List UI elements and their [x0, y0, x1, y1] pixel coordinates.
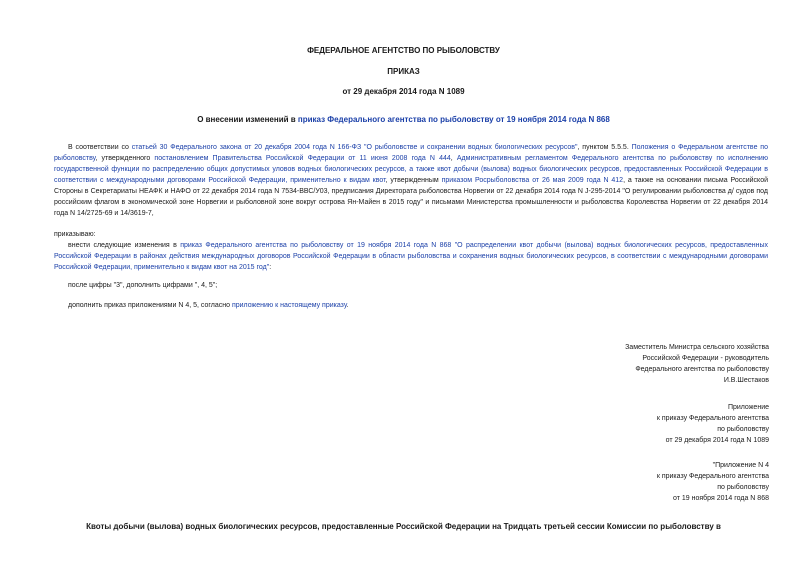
- law-link[interactable]: статьей 30 Федерального закона от 20 декабря 2004 года N 166-ФЗ "О рыболовстве и сохранении водных биологических ресурсов": [131, 144, 578, 151]
- regulation-link[interactable]: Положения о Федеральном агентстве по рыболовству: [54, 144, 768, 162]
- quota-table-title: Квоты добычи (вылова) водных биологических ресурсов, предоставленные Российской Федерации на Тридцать третьей сессии Комиссии по рыболовству в: [86, 522, 721, 531]
- preamble-text-3: , утвержденного: [95, 155, 155, 162]
- appendix-line-4: от 29 декабря 2014 года N 1089: [665, 437, 769, 444]
- order-item-2-end: .: [346, 302, 349, 309]
- appendix-line-3: по рыболовству: [717, 426, 769, 433]
- rosrybolovstvo-order-link[interactable]: приказом Росрыболовства от 26 мая 2009 года N 412: [441, 177, 624, 184]
- signature-line-4: И.В.Шестаков: [723, 377, 769, 384]
- preamble-text-5: , утвержденным: [385, 177, 442, 184]
- order-item-1: после цифры "3", дополнить цифрами ", 4, 5";: [68, 282, 218, 289]
- preamble-text-4: ,: [450, 155, 457, 162]
- order-text-1: внести следующие изменения в: [68, 242, 181, 249]
- agency-name: ФЕДЕРАЛЬНОЕ АГЕНТСТВО ПО РЫБОЛОВСТВУ: [307, 46, 500, 55]
- signature-line-1: Заместитель Министра сельского хозяйства: [625, 344, 769, 351]
- page-title: [0, 115, 807, 124]
- appendix-block: [657, 402, 769, 446]
- appendix-line-1: Приложение: [727, 404, 769, 411]
- order-paragraph: [54, 240, 768, 273]
- appendix4-line-4: от 19 ноября 2014 года N 868: [673, 495, 769, 502]
- title-link[interactable]: приказ Федерального агентства по рыболовству от 19 ноября 2014 года N 868: [297, 115, 610, 124]
- preamble-text-2: , пунктом 5.5.5.: [577, 144, 632, 151]
- appendix4-line-1: "Приложение N 4: [712, 462, 769, 469]
- appendix4-line-3: по рыболовству: [717, 484, 769, 491]
- order-868-link[interactable]: приказ Федерального агентства по рыболовству от 19 ноября 2014 года N 868 "О распределении квот добычи (вылова) водных биологических ресурсов, предоставленных Российской Федерации в районах действия международных договоров Российской Федерации в области рыболовства и сохранения водных биологических ресурсов, в соответствии с международными договорами Российской Федерации, применительно к видам квот на 2015 год": [54, 242, 768, 271]
- signature-line-3: Федерального агентства по рыболовству: [635, 366, 769, 373]
- decree-link[interactable]: постановлением Правительства Российской Федерации от 11 июня 2008 года N 444: [154, 155, 451, 162]
- admin-regulation-link[interactable]: Административным регламентом Федерального агентства по рыболовству по исполнению государственной функции по распределению общих допустимых уловов водных биологических ресурсов, а также квот добычи (вылова) водных биологических ресурсов, предоставленных Российской Федерации в соответствии с международными договорами Российской Федерации, применительно к видам квот: [54, 155, 768, 184]
- preamble-paragraph: [54, 142, 768, 219]
- appendix-link[interactable]: приложению к настоящему приказу: [231, 302, 347, 309]
- order-text-2: :: [269, 264, 272, 271]
- doc-type: ПРИКАЗ: [387, 67, 420, 76]
- appendix4-line-2: к приказу Федерального агентства: [656, 473, 769, 480]
- signature-line-2: Российской Федерации - руководитель: [642, 355, 769, 362]
- title-prefix: О внесении изменений в: [197, 115, 298, 124]
- doc-date: от 29 декабря 2014 года N 1089: [342, 87, 465, 96]
- preamble-text-1: В соответствии со: [68, 144, 132, 151]
- appendix-line-2: к приказу Федерального агентства: [656, 415, 769, 422]
- order-word: приказываю:: [54, 231, 96, 238]
- appendix4-block: [657, 460, 769, 504]
- preamble-text-6: , а также на основании письма Российской Стороны в Секретариаты НЕАФК и НАФО от 22 декабря 2014 года N 7534-ВВС/У03, предписания Директората рыболовства Норвегии от 22 декабря 2014 года N J-295-2014 "О регулировании рыболовства д/ судов под российским флагом в экономической зоне Норвегии и рыболовной зоне вокруг острова Ян-Майен в 2015 году" и письмами Министерства промышленности и рыболовства Королевства Норвегии от 22 декабря 2014 года N 14/2725-69 и 14/3619-7,: [54, 177, 768, 217]
- signature-block: [625, 342, 769, 386]
- order-item-2-text: дополнить приказ приложениями N 4, 5, согласно: [68, 302, 232, 309]
- order-item-2: [68, 300, 349, 311]
